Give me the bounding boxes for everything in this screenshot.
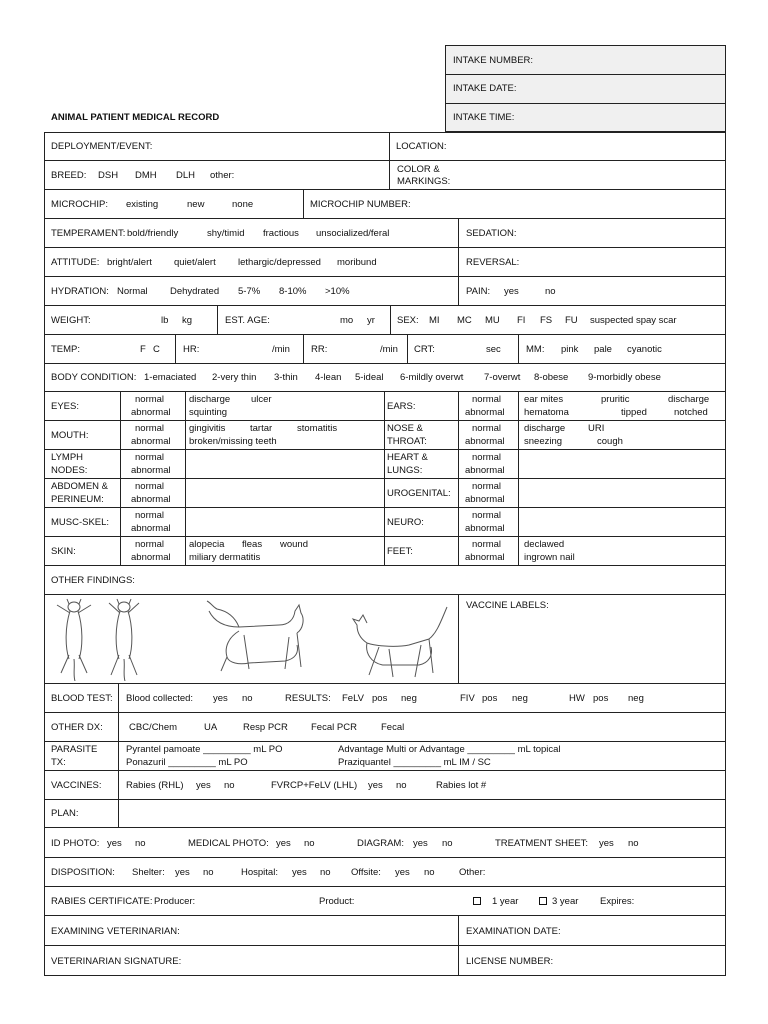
cat-ventral-icon: [57, 599, 91, 681]
diagram-row: VACCINE LABELS:: [45, 595, 725, 684]
cat-side-left-icon: [207, 601, 303, 671]
location-label: LOCATION:: [396, 141, 447, 152]
hydration-row: HYDRATION: Normal Dehydrated 5-7% 8-10% >10% PAIN: yes no: [45, 277, 725, 306]
blood-test-row: BLOOD TEST: Blood collected: yes no RESULTS: FeLV pos neg FIV pos neg HW pos neg: [45, 684, 725, 713]
plan-row: PLAN:: [45, 800, 725, 828]
other-findings-row: OTHER FINDINGS:: [45, 566, 725, 595]
photos-row: ID PHOTO: yes no MEDICAL PHOTO: yes no DIAGRAM: yes no TREATMENT SHEET: yes no: [45, 828, 725, 858]
disposition-row: DISPOSITION: Shelter: yes no Hospital: yes no Offsite: yes no Other:: [45, 858, 725, 887]
one-year-checkbox[interactable]: [473, 896, 485, 907]
intake-box: [445, 45, 726, 132]
exam-row-skin: SKIN: normal abnormal alopecia fleas wound miliary dermatitis FEET: normal abnormal declawed ingrown nail: [45, 537, 725, 566]
cat-side-right-icon: [353, 607, 447, 677]
other-dx-row: OTHER DX: CBC/Chem UA Resp PCR Fecal PCR Fecal: [45, 713, 725, 742]
vet-signature-row: VETERINARIAN SIGNATURE: LICENSE NUMBER:: [45, 946, 725, 976]
page-title: ANIMAL PATIENT MEDICAL RECORD: [51, 112, 220, 123]
vaccines-row: VACCINES: Rabies (RHL) yes no FVRCP+FeLV (LHL) yes no Rabies lot #: [45, 771, 725, 800]
attitude-row: ATTITUDE: bright/alert quiet/alert lethargic/depressed moribund REVERSAL:: [45, 248, 725, 277]
exam-row-eyes: EYES: normal abnormal discharge ulcer squinting EARS: normal abnormal ear mites pruritic discharge hematoma tipped notched: [45, 392, 725, 421]
exam-row-mouth: MOUTH: normal abnormal gingivitis tartar stomatitis broken/missing teeth NOSE & THROAT: normal abnormal discharge URI sneezing cough: [45, 421, 725, 450]
intake-number-label: INTAKE NUMBER:: [453, 55, 534, 66]
body-condition-row: BODY CONDITION: 1-emaciated 2-very thin 3-thin 4-lean 5-ideal 6-mildly overwt 7-overwt 8-obese 9-morbidly obese: [45, 364, 725, 392]
temperament-row: TEMPERAMENT: bold/friendly shy/timid fractious unsocialized/feral SEDATION:: [45, 219, 725, 248]
exam-row-lymph: LYMPH NODES: normal abnormal HEART & LUNGS: normal abnormal: [45, 450, 725, 479]
breed-row: BREED: DSH DMH DLH other: COLOR & MARKINGS:: [45, 161, 725, 190]
vitals-row: TEMP: F C HR: /min RR: /min CRT: sec MM: pink pale cyanotic: [45, 335, 725, 364]
exam-row-abdomen: ABDOMEN & PERINEUM: normal abnormal UROGENITAL: normal abnormal: [45, 479, 725, 508]
intake-time-label: INTAKE TIME:: [453, 112, 515, 123]
weight-row: WEIGHT: lb kg EST. AGE: mo yr SEX: MI MC MU FI FS FU suspected spay scar: [45, 306, 725, 335]
microchip-row: MICROCHIP: existing new none MICROCHIP NUMBER:: [45, 190, 725, 219]
deployment-label: DEPLOYMENT/EVENT:: [51, 141, 153, 152]
medical-record-table: [44, 132, 726, 976]
examining-vet-row: EXAMINING VETERINARIAN: EXAMINATION DATE:: [45, 916, 725, 946]
three-year-checkbox[interactable]: [539, 896, 551, 907]
deployment-row: [45, 133, 725, 161]
exam-row-musc-skel: MUSC-SKEL: normal abnormal NEURO: normal abnormal: [45, 508, 725, 537]
intake-date-label: INTAKE DATE:: [453, 83, 517, 94]
parasite-row: PARASITE TX: Pyrantel pamoate _________ mL PO Advantage Multi or Advantage _________ mL topical Ponazuril _________ mL PO Praziquantel _________ mL IM / SC: [45, 742, 725, 771]
cat-diagram: [49, 597, 449, 681]
rabies-certificate-row: RABIES CERTIFICATE: Producer: Product: 1 year 3 year Expires:: [45, 887, 725, 916]
cat-dorsal-icon: [109, 599, 139, 681]
